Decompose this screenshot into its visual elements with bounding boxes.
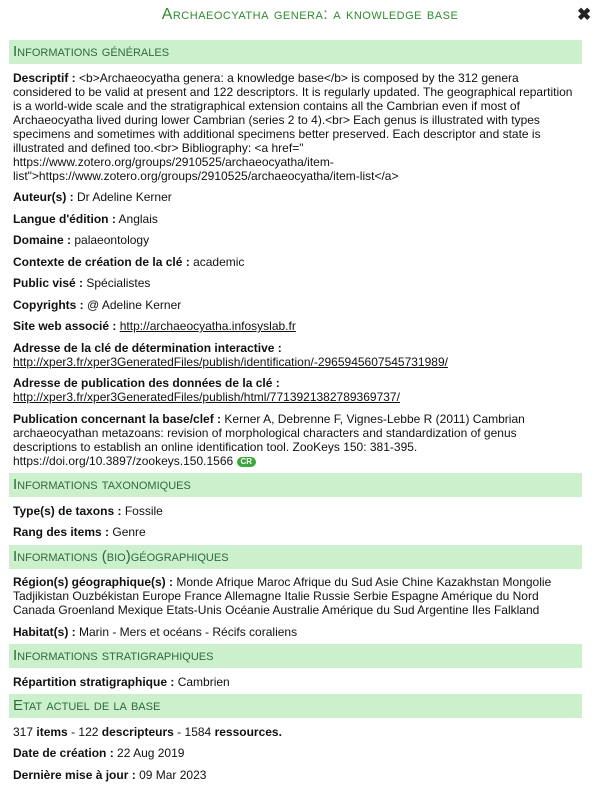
maj-label: Dernière mise à jour :: [13, 768, 136, 782]
copyrights-value: @ Adeline Kerner: [87, 298, 182, 312]
regions-row: [13, 575, 579, 617]
repartition-value: Cambrien: [177, 675, 230, 689]
copyrights-row: [13, 298, 579, 312]
rang-row: [13, 525, 579, 539]
adresse-pub-row: [13, 376, 579, 404]
types-taxons-value: Fossile: [124, 504, 163, 518]
site-link[interactable]: http://archaeocyatha.infosyslab.fr: [119, 319, 296, 333]
close-icon[interactable]: ✖: [577, 5, 592, 24]
adresse-pub-label: Adresse de publication des données de la clé :: [13, 376, 280, 390]
langue-label: Langue d'édition :: [13, 212, 116, 226]
repartition-row: [13, 675, 579, 689]
public-row: [13, 276, 579, 290]
contexte-label: Contexte de création de la clé :: [13, 255, 190, 269]
auteurs-value: Dr Adeline Kerner: [77, 190, 172, 204]
descriptif-value: <b>Archaeocyatha genera: a knowledge base</b> is composed by the 312 genera considered to be valid at present and 122 descriptors. It is regularly updated. The geographical repartition is a world-wide scale and the stratigraphical extension contains all the Cambrian even if most of Archaeocyatha lived during lower Cambrian (series 2 to 4).<br> Each genus is illustrated with types specimens and sometimes with additional specimens better preserved. Each descriptor and state is illustrated and defined too.<br> Bibliography: <a href=" https://www.zotero.org/groups/2910525/archaeocyatha/item-list">https://www.zotero.org/groups/2910525/archaeocyatha/item-list</a>: [13, 71, 573, 183]
regions-label: Région(s) géographique(s) :: [13, 575, 173, 589]
habitat-value: Marin - Mers et océans - Récifs coraliens: [79, 625, 298, 639]
creation-value: 22 Aug 2019: [117, 746, 185, 760]
contexte-value: academic: [193, 255, 245, 269]
types-taxons-label: Type(s) de taxons :: [13, 504, 122, 518]
descripteurs-label: descripteurs: [101, 725, 174, 739]
creation-label: Date de création :: [13, 746, 114, 760]
stats-separator: -: [71, 725, 76, 739]
ressources-count: 1584: [184, 725, 212, 739]
copyrights-label: Copyrights :: [13, 298, 84, 312]
publication-value: Kerner A, Debrenne F, Vignes-Lebbe R (2011) Cambrian archaeocyathan metazoans: revision of morphological characters and standardization of genus descriptions to establish an online identification tool. ZooKeys 150: 381-395. https://doi.org/10.3897/zookeys.150.1566: [13, 412, 525, 468]
section-general: Informations générales: [9, 40, 582, 64]
habitat-label: Habitat(s) :: [13, 625, 76, 639]
descriptif-label: Descriptif :: [13, 71, 76, 85]
publication-label: Publication concernant la base/clef :: [13, 412, 222, 426]
descripteurs-count: 122: [78, 725, 99, 739]
section-etat-base: Etat actuel de la base: [9, 694, 582, 718]
stats-separator: -: [177, 725, 182, 739]
creation-row: [13, 746, 579, 760]
page-title: Archaeocyatha genera: a knowledge base: [161, 6, 459, 23]
maj-row: [13, 768, 579, 782]
repartition-label: Répartition stratigraphique :: [13, 675, 175, 689]
maj-value: 09 Mar 2023: [139, 768, 207, 782]
adresse-cle-row: [13, 341, 579, 369]
public-label: Public visé :: [13, 276, 84, 290]
section-geographiques: Informations (bio)géographiques: [9, 545, 582, 569]
site-row: [13, 319, 579, 333]
section-stratigraphiques: Informations stratigraphiques: [9, 644, 582, 668]
rang-label: Rang des items :: [13, 525, 110, 539]
ressources-label: ressources.: [214, 725, 282, 739]
adresse-pub-link[interactable]: http://xper3.fr/xper3GeneratedFiles/publish/html/7713921382789369737/: [13, 390, 400, 404]
public-value: Spécialistes: [86, 276, 151, 290]
rang-value: Genre: [112, 525, 146, 539]
habitat-row: [13, 625, 579, 639]
regions-value: Monde Afrique Maroc Afrique du Sud Asie Chine Kazakhstan Mongolie Tadjikistan Ouzbékistan Europe France Allemagne Italie Russie Serbie Espagne Amérique du Nord Canada Groenland Mexique Etats-Unis Océanie Australie Amérique du Sud Argentine Iles Falkland: [13, 575, 552, 617]
auteurs-row: [13, 190, 579, 204]
adresse-cle-label: Adresse de la clé de détermination interactive :: [13, 341, 282, 355]
items-count: 317: [13, 725, 34, 739]
crossref-badge-icon[interactable]: CR: [237, 457, 257, 467]
contexte-row: [13, 255, 579, 269]
domaine-label: Domaine :: [13, 233, 72, 247]
publication-row: [13, 412, 579, 468]
types-taxons-row: [13, 504, 579, 518]
auteurs-label: Auteur(s) :: [13, 190, 74, 204]
domaine-value: palaeontology: [74, 233, 150, 247]
items-label: items: [36, 725, 68, 739]
domaine-row: [13, 233, 579, 247]
stats-row: [13, 725, 579, 739]
langue-row: [13, 212, 579, 226]
langue-value: Anglais: [118, 212, 158, 226]
adresse-cle-link[interactable]: http://xper3.fr/xper3GeneratedFiles/publish/identification/-2965945607545731989/: [13, 355, 448, 369]
descriptif-row: [13, 71, 579, 183]
section-taxonomiques: Informations taxonomiques: [9, 473, 582, 497]
site-label: Site web associé :: [13, 319, 117, 333]
